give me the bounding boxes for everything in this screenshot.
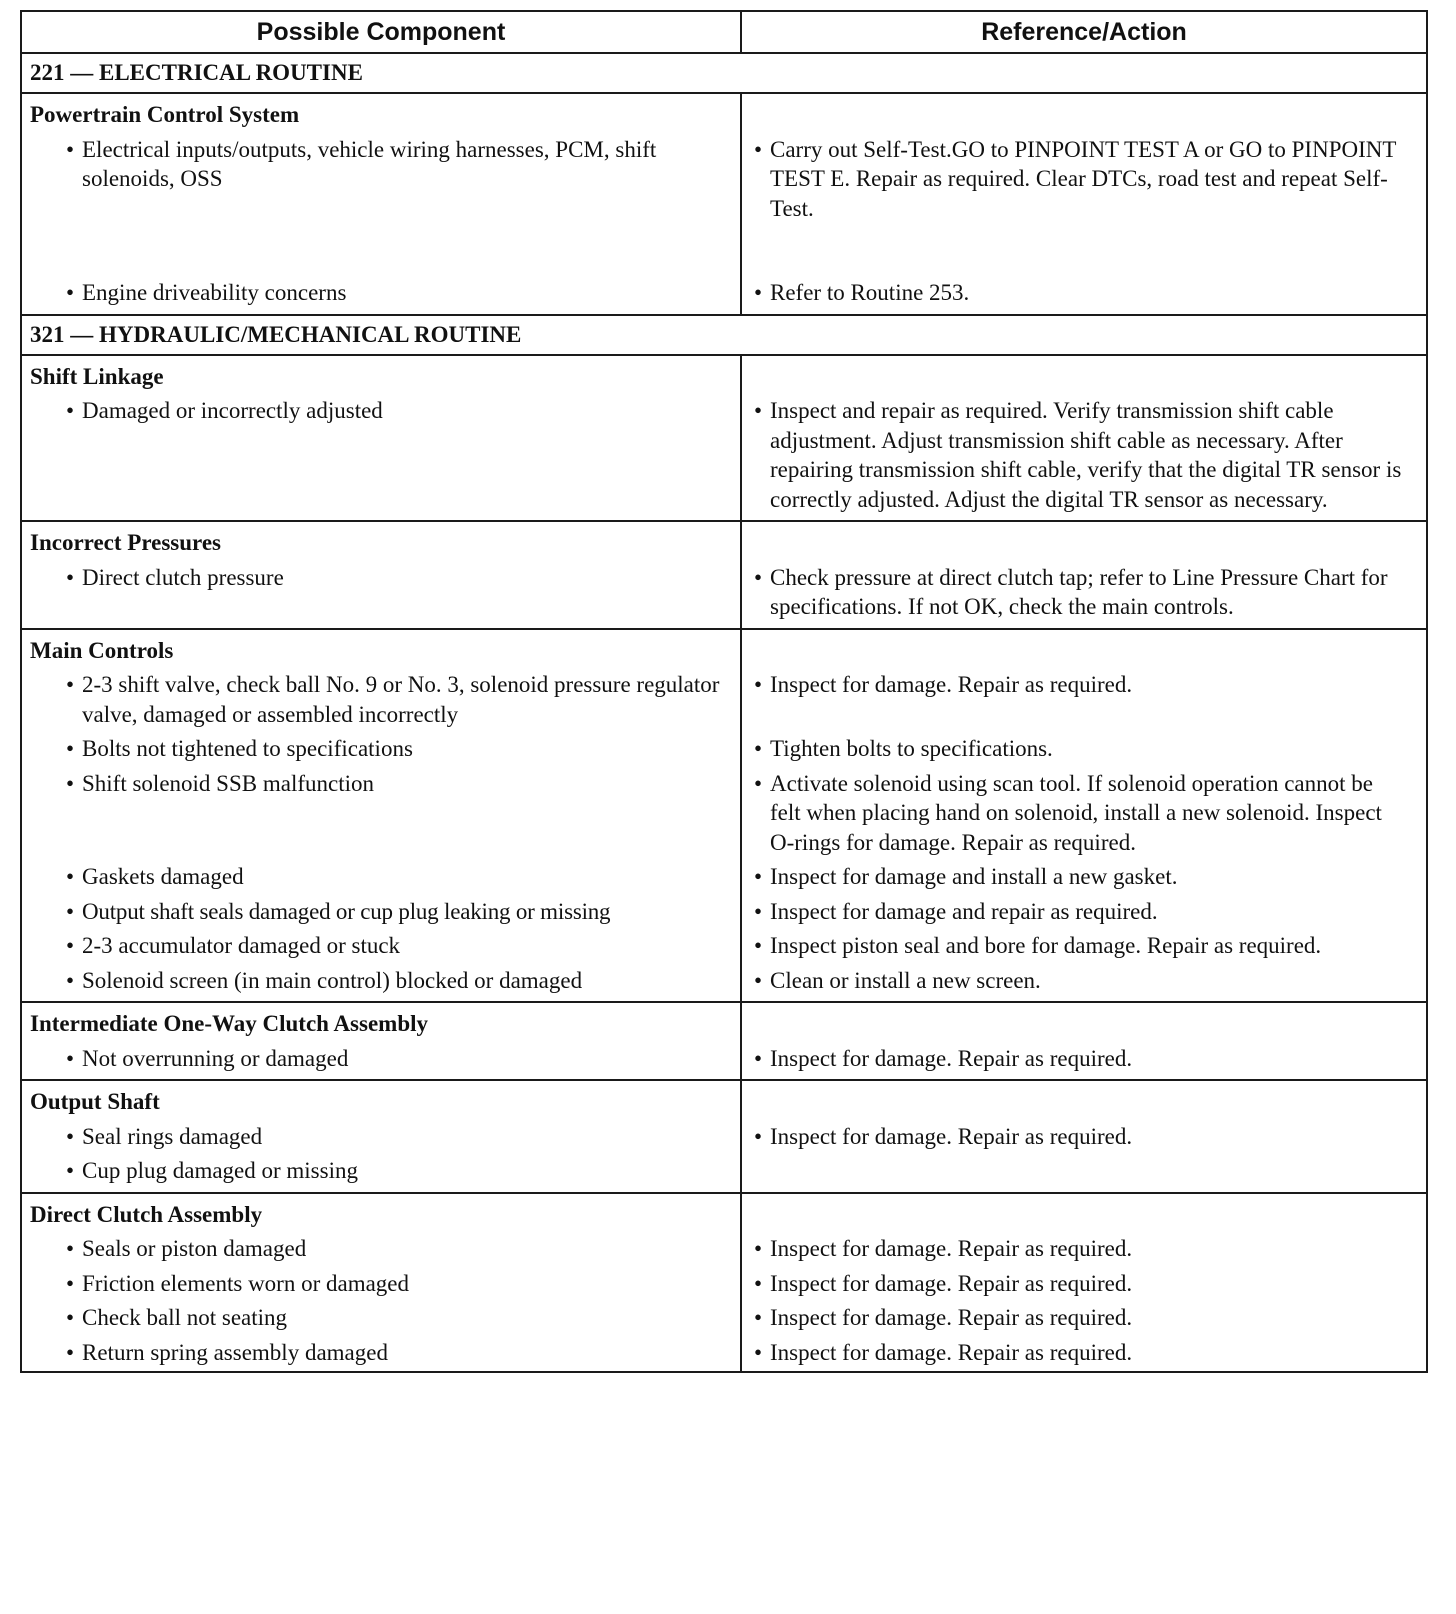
action-text: Inspect piston seal and bore for damage. Repair as required. [770,933,1322,958]
action-text: Inspect and repair as required. Verify transmission shift cable adjustment. Adjust transmission shift cable as necessary. After repairing transmission shift cable, verify that the digital TR sensor is correctly adjusted. Adjust the digital TR sensor as necessary. [770,398,1402,512]
section-incorrect-pressures [20,522,1428,630]
component-text: Cup plug damaged or missing [82,1158,358,1183]
component-text: Direct clutch pressure [82,564,284,590]
table-row: • Output shaft seals damaged or cup plug leaking or missing • Inspect for damage and repair as required. [22,894,1426,929]
action-text: Refer to Routine 253. [770,280,970,305]
component-text: Solenoid screen (in main control) blocked or damaged [82,967,583,993]
section-title: Direct Clutch Assembly [30,1201,263,1227]
routine-321-heading: 321 — HYDRAULIC/MECHANICAL ROUTINE [20,316,1428,356]
section-powertrain-control-system [20,94,1428,316]
routine-221-heading: 221 — ELECTRICAL ROUTINE [20,54,1428,94]
table-row: • 2-3 shift valve, check ball No. 9 or No. 3, solenoid pressure regulator valve, damaged or assembled incorrectly • Inspect for damage. Repair as required. [22,667,1426,731]
component-text: Electrical inputs/outputs, vehicle wiring harnesses, PCM, shift solenoids, OSS [82,136,657,191]
table-header [20,10,1428,54]
action-text: Inspect for damage. Repair as required. [770,1236,1133,1261]
section-title: Powertrain Control System [30,102,300,127]
table-row: • Seals or piston damaged • Inspect for damage. Repair as required. [22,1231,1426,1266]
table-row: • 2-3 accumulator damaged or stuck • Inspect piston seal and bore for damage. Repair as required. [22,928,1426,963]
table-row: • Gaskets damaged • Inspect for damage and install a new gasket. [22,859,1426,894]
header-reference-action: Reference/Action [740,12,1426,52]
table-row: • Not overrunning or damaged • Inspect for damage. Repair as required. [22,1041,1426,1080]
action-text: Inspect for damage. Repair as required. [770,1339,1133,1365]
component-text: Bolts not tightened to specifications [82,736,413,761]
action-text: Inspect for damage. Repair as required. [770,1270,1133,1296]
section-title: Intermediate One-Way Clutch Assembly [30,1011,429,1036]
component-text: Gaskets damaged [82,864,244,889]
section-output-shaft [20,1081,1428,1194]
component-text: Engine driveability concerns [82,280,347,305]
table-row: • Cup plug damaged or missing [22,1153,1426,1192]
component-text: Damaged or incorrectly adjusted [82,398,383,423]
section-shift-linkage [20,356,1428,523]
table-row: • Friction elements worn or damaged • Inspect for damage. Repair as required. [22,1266,1426,1301]
action-text: Inspect for damage and install a new gasket. [770,864,1178,889]
component-text: Seals or piston damaged [82,1236,307,1261]
component-text: Output shaft seals damaged or cup plug leaking or missing [82,898,611,924]
table-row: • Direct clutch pressure • Check pressure at direct clutch tap; refer to Line Pressure Chart for specifications. If not OK, check the main controls. [22,560,1426,628]
action-text: Activate solenoid using scan tool. If solenoid operation cannot be felt when placing hand on solenoid, install a new solenoid. Inspect O-rings for damage. Repair as required. [770,770,1382,855]
table-row: • Bolts not tightened to specifications • Tighten bolts to specifications. [22,731,1426,766]
component-text: Check ball not seating [82,1305,288,1330]
section-title: Shift Linkage [30,363,164,389]
component-text: Seal rings damaged [82,1123,263,1149]
table-row: • Engine driveability concerns • Refer to Routine 253. [22,275,1426,314]
action-text: Carry out Self-Test. [770,136,952,162]
table-row: • Return spring assembly damaged • Inspect for damage. Repair as required. [22,1335,1426,1372]
section-title: Main Controls [30,637,174,663]
component-text: 2-3 accumulator damaged or stuck [82,933,401,958]
component-text: Not overrunning or damaged [82,1045,349,1071]
action-text: Inspect for damage and repair as required. [770,898,1158,924]
action-text: GO to PINPOINT TEST A or GO to PINPOINT TEST E. Repair as required. Clear DTCs, road test and repeat Self-Test. [770,136,1397,221]
diagnosis-table [20,10,1428,1373]
section-intermediate-one-way-clutch [20,1003,1428,1081]
action-text: Inspect for damage. Repair as required. [770,1045,1133,1071]
section-title: Incorrect Pressures [30,530,221,555]
table-row: • Check ball not seating • Inspect for damage. Repair as required. [22,1300,1426,1335]
header-possible-component: Possible Component [256,18,506,46]
action-text: Inspect for damage. Repair as required. [770,672,1133,697]
table-row: • Seal rings damaged • Inspect for damage. Repair as required. [22,1119,1426,1154]
table-row: • Damaged or incorrectly adjusted • Inspect and repair as required. Verify transmission shift cable adjustment. Adjust transmission shift cable as necessary. After repairing transmission shift cable, verify that the digital TR sensor is correctly adjusted. Adjust the digital TR sensor as necessary. [22,393,1426,520]
action-text: Tighten bolts to specifications. [770,736,1053,761]
section-direct-clutch-assembly [20,1194,1428,1374]
table-row: • Solenoid screen (in main control) blocked or damaged • Clean or install a new screen. [22,963,1426,1002]
section-main-controls [20,630,1428,1004]
section-title: Output Shaft [30,1089,160,1114]
action-text: Check pressure at direct clutch tap; refer to Line Pressure Chart for specifications. If not OK, check the main controls. [770,564,1388,619]
component-text: Return spring assembly damaged [82,1339,388,1365]
table-row: • Electrical inputs/outputs, vehicle wiring harnesses, PCM, shift solenoids, OSS • Carry out Self-Test.GO to PINPOINT TEST A or GO to PINPOINT TEST E. Repair as required. Clear DTCs, road test and repeat Self-Test. [22,132,1426,276]
action-text: Inspect for damage. Repair as required. [770,1305,1133,1330]
action-text: Clean or install a new screen. [770,967,1041,993]
component-text: Friction elements worn or damaged [82,1270,410,1296]
component-text: 2-3 shift valve, check ball No. 9 or No. 3, solenoid pressure regulator valve, damaged or assembled incorrectly [82,672,720,727]
action-text: Inspect for damage. Repair as required. [770,1123,1133,1149]
table-row: • Shift solenoid SSB malfunction • Activate solenoid using scan tool. If solenoid operation cannot be felt when placing hand on solenoid, install a new solenoid. Inspect O-rings for damage. Repair as required. [22,766,1426,860]
component-text: Shift solenoid SSB malfunction [82,770,374,796]
